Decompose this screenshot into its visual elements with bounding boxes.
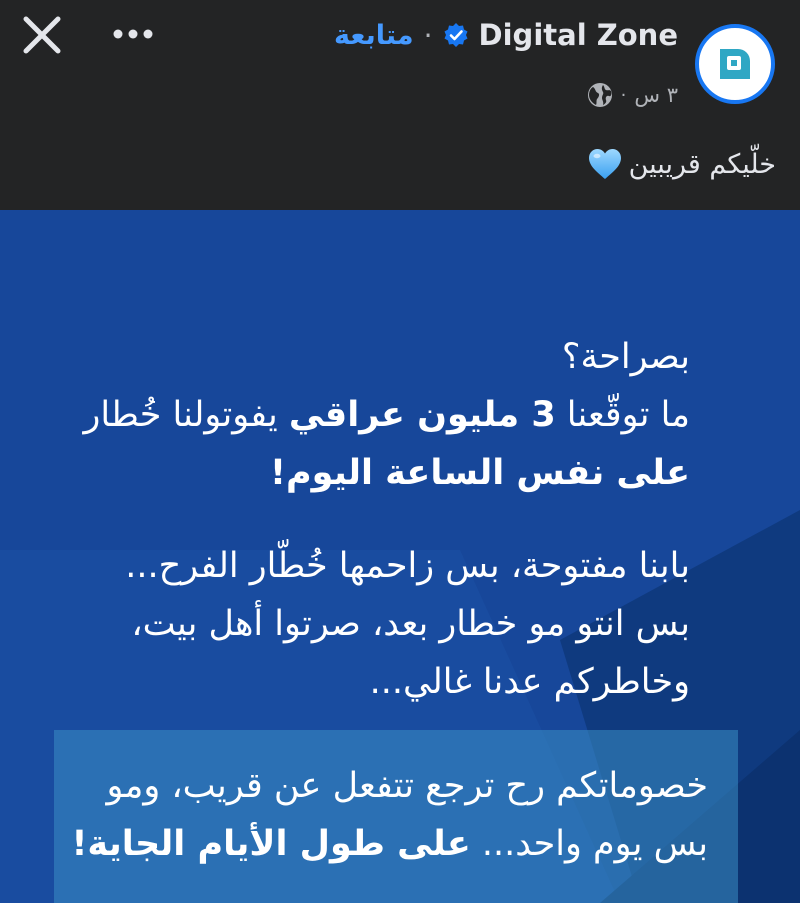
intro-line-3: على نفس الساعة اليوم!	[270, 453, 690, 493]
page-name-link[interactable]: Digital Zone	[478, 18, 678, 52]
more-icon	[110, 22, 156, 46]
page-avatar[interactable]	[695, 24, 775, 104]
body-line-3: وخاطركم عدنا غالي...	[369, 662, 690, 702]
intro-line-2-bold: 3 مليون عراقي	[288, 395, 556, 435]
body-line-1: بابنا مفتوحة، بس زاحمها خُطّار الفرح...	[125, 546, 690, 586]
intro-line-2-end: يفوتولنا خُطار	[83, 395, 289, 435]
intro-line-2	[83, 386, 690, 444]
post-timestamp[interactable]: ٣ س	[634, 83, 678, 107]
highlight-line-2-bold: على طول الأيام الجاية!	[71, 824, 471, 864]
globe-icon[interactable]	[587, 82, 613, 108]
post-meta-row	[587, 80, 678, 110]
post-title-row	[334, 12, 678, 58]
caption-text: خلّيكم قريبين	[628, 148, 776, 180]
highlight-line-1: خصوماتكم رح ترجع تتفعل عن قريب، ومو	[106, 766, 708, 806]
highlight-line-2-start: بس يوم واحد...	[470, 824, 708, 864]
close-button[interactable]	[20, 13, 64, 57]
title-separator: ·	[423, 18, 433, 52]
blue-heart-emoji-icon	[587, 147, 623, 181]
meta-separator: ·	[620, 84, 627, 106]
intro-line-2-start: ما توقّعنا	[555, 395, 690, 435]
intro-line-1: بصراحة؟	[561, 337, 690, 377]
post-caption	[587, 143, 776, 185]
follow-button[interactable]: متابعة	[334, 19, 414, 51]
more-options-button[interactable]	[110, 22, 156, 46]
body-line-2: بس انتو مو خطار بعد، صرتوا أهل بيت،	[131, 604, 690, 644]
digital-zone-logo-icon	[717, 46, 753, 82]
verified-badge-icon	[443, 22, 469, 48]
close-icon	[20, 13, 64, 57]
post-header	[0, 0, 800, 210]
intro-text-block	[83, 328, 690, 502]
highlight-text-block	[71, 757, 708, 873]
body-text-block	[125, 537, 690, 711]
highlight-line-2	[71, 815, 708, 873]
post-image[interactable]	[0, 210, 800, 903]
